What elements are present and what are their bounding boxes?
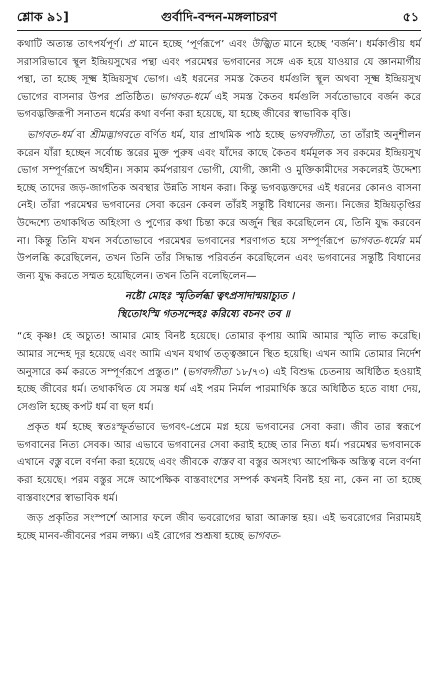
text-run: ১৮/৭৩) এই বিশুদ্ধ চেতনায় অধিষ্ঠিত হওয়াই হচ্ছে জীবের ধর্ম। তথাকথিত যে সমস্ত ধর্ম এই পরম নির্মল পারমার্থিক স্তরে অধিষ্ঠিত হতে বাধা দেয়, সেগুলি হচ্ছে কপট ধর্ম বা ছল ধর্ম। [17,366,421,413]
page-header [17,6,421,28]
italic-term: ভাগবত-ধর্মের [349,235,405,247]
italic-term: শ্রীমদ্ভাগবতে [89,129,141,141]
sanskrit-verse [17,288,421,324]
text-run: বা [72,129,90,141]
text-run: এই সমস্ত কৈতব ধর্মগুলি সর্বতোভাবে বর্জন করে ভগবদ্ভক্তিরূপী সনাতন ধর্মের কথা বর্ণনা করা হয়েছে, যা হচ্ছে জীবের স্বাভাবিক বৃত্তি। [17,91,421,121]
chapter-title: গুর্বাদি-বন্দন-মঙ্গলাচরণ [161,9,277,24]
text-run: বলে বর্ণনা করা হয়েছে এবং জীবকে [61,457,213,469]
paragraph-5 [17,510,421,545]
paragraph-4 [17,419,421,507]
text-run: কথাটি অত্যন্ত তাৎপর্যপূর্ণ। [17,39,128,50]
page-number: ৫১ [402,9,419,24]
text-run: প্রকৃত ধর্ম হচ্ছে স্বতঃস্ফূর্তভাবে ভগবৎ-প্রেমে মগ্ন হয়ে ভগবানের সেবা করা। জীব তার স্বরূপে ভগবানের নিত্য সেবক। আর এভাবে ভগবানের সেবা করাই হচ্ছে তার নিত্য ধর্ম। পরমেশ্বর ভগবানকে এখানে [17,422,421,469]
italic-term: বাস্তব [212,457,234,469]
page-content [17,36,421,545]
text-run: বা বস্তুর অসংখ্য আপেক্ষিক অস্তিত্ব বলে বর্ণনা করা হয়েছে। পরম বস্তুর সঙ্গে আপেক্ষিক বাস্তবাংশের সম্পর্ক কখনই বিনষ্ট হয় না, কেন না তা হচ্ছে বাস্তবাংশের স্বাভাবিক ধর্ম। [17,457,421,504]
text-run: মানে হচ্ছে ‘বর্জন’। ধর্মকাণ্ডীয় ধর্ম সরাসরিভাবে স্থূল ইন্দ্রিয়সুখের পন্থা এবং পরমেশ্বর ভগবানের সঙ্গে এক হয়ে যাওয়ার যে জ্ঞানমার্গীয় পন্থা, তা হচ্ছে সূক্ষ্ম ইন্দ্রিয়সুখ ভোগ। এই ধরনের সমস্ত কৈতব ধর্মগুলি স্থূল অথবা সূক্ষ্ম ইন্দ্রিয়সুখ ভোগের বাসনার উপর প্রতিষ্ঠিত। [17,39,421,103]
italic-term: প্র [127,39,136,50]
header-rule [17,30,421,31]
verse-line-2: স্থিতোঽস্মি গতসন্দেহঃ করিষ্যে বচনং তব ॥ [117,309,290,321]
text-run: মানে হচ্ছে ‘পূর্ণরূপে’ এবং [135,39,252,50]
paragraph-2 [17,127,421,285]
italic-term: বস্তু [48,457,61,469]
italic-term: ভাগবত-ধর্মে [159,91,209,103]
italic-term: ভাগবত- [247,530,282,542]
italic-term: উজ্ঝিত [251,39,280,50]
text-run: মর্ম উপলব্ধি করেছিলেন, তখন তিনি তাঁর সিদ্ধান্ত পরিবর্তন করেছিলেন এবং ভগবানের সন্তুষ্টি বিধানের জন্য যুদ্ধ করতে সম্মত হয়েছিলেন। তখন তিনি বলেছিলেন— [17,235,421,282]
text-run: বর্ণিত ধর্ম, যার প্রাথমিক পাঠ হচ্ছে [140,129,289,141]
italic-term: ভগবদ্গীতা, [288,129,336,141]
text-run: তা তাঁরাই অনুশীলন করেন যাঁরা হচ্ছেন সর্বোচ্চ স্তরের মুক্ত পুরুষ এবং যাঁদের কাছে কৈতব ধর্মমূলক সব রকমের ইন্দ্রিয়সুখ ভোগ সম্পূর্ণরূপে অর্থহীন। সকাম কর্মপরায়ণ ভোগী, যোগী, জ্ঞানী ও মুক্তিকামীদের সকলেরই উদ্দেশ্য হচ্ছে তাদের জড়-জাগতিক অবস্থার উন্নতি সাধন করা। কিন্তু ভগবদ্ভক্তদের এই ধরনের কোনও বাসনা নেই। তাঁরা পরমেশ্বর ভগবানের সেবা করেন কেবল তাঁরই সন্তুষ্টি বিধানের জন্য। নিজের ইন্দ্রিয়তৃপ্তির উদ্দেশ্যে তথাকথিত অহিংসা ও পুণ্যের কথা চিন্তা করে অর্জুন স্থির করেছিলেন যে, তিনি যুদ্ধ করবেন না। কিন্তু তিনি যখন সর্বতোভাবে পরমেশ্বর ভগবানের শরণাগত হয়ে সম্পূর্ণরূপে [17,129,422,247]
verse-reference: শ্লোক ৯১] [17,9,69,24]
paragraph-1 [17,36,421,124]
paragraph-3 [17,328,421,416]
text-run: জড় প্রকৃতির সংস্পর্শে আসার ফলে জীব ভবরোগের দ্বারা আক্রান্ত হয়। এই ভবরোগের নিরাময়ই হচ্ছে মানব-জীবনের পরম লক্ষ্য। এই রোগের শুশ্রূষা হচ্ছে [17,513,421,542]
text-run: “হে কৃষ্ণ! হে অচ্যুত! আমার মোহ বিনষ্ট হয়েছে। তোমার কৃপায় আমি আমার স্মৃতি লাভ করেছি। আমার সন্দেহ দূর হয়েছে এবং আমি এখন যথার্থ তত্ত্বজ্ঞানে স্থিত হয়েছি। এখন আমি তোমার নির্দেশ অনুসারে কর্ম করতে সম্পূর্ণরূপে প্রস্তুত।” ( [17,331,421,378]
italic-term: ভগবদ্গীতা [187,366,232,378]
italic-term: ভাগবত-ধর্ম [27,129,73,141]
verse-line-1: নষ্টো মোহঃ স্মৃতির্লব্ধা ত্বৎপ্রসাদান্ময়াচ্যুত । [125,291,295,303]
